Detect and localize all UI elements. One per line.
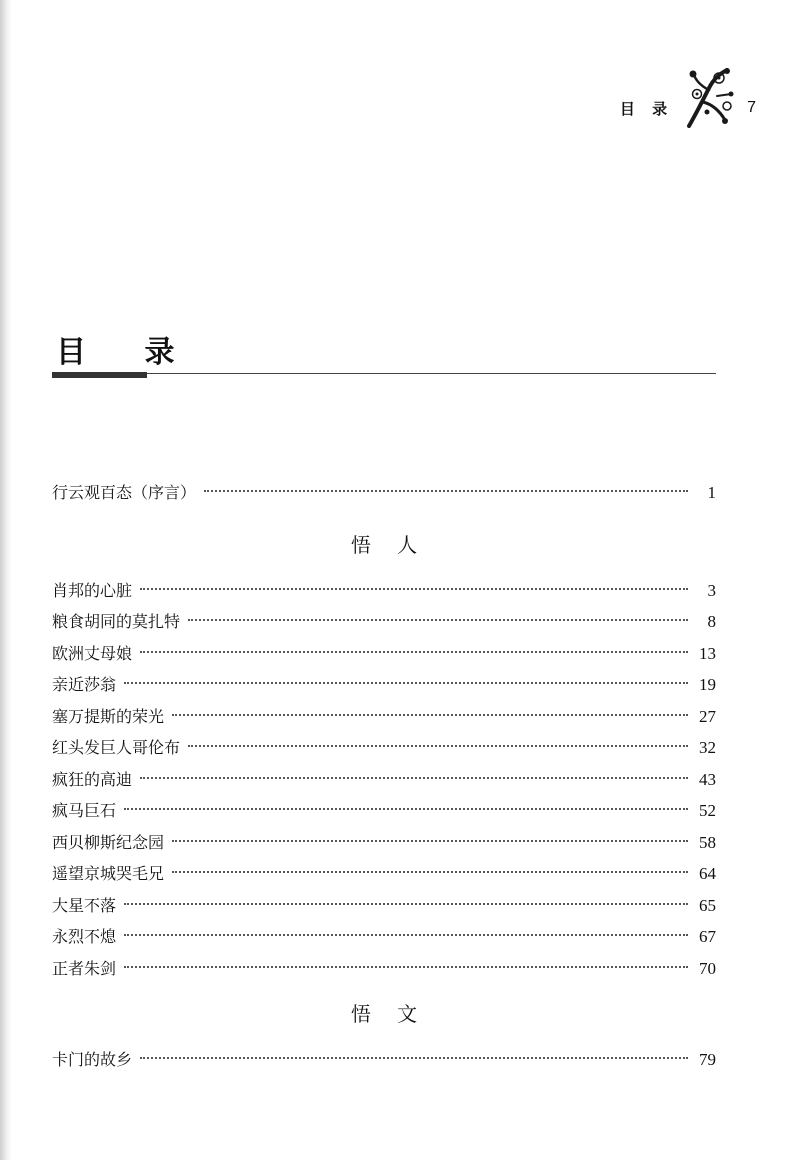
toc-entry-title: 红头发巨人哥伦布 (52, 738, 181, 757)
toc-entry[interactable] (52, 606, 716, 638)
toc-entry-title: 肖邦的心脏 (52, 580, 133, 600)
dot-leader (140, 1057, 688, 1059)
toc-entry-title: 行云观百态（序言） (52, 483, 197, 502)
dot-leader (124, 903, 688, 905)
title-rule (52, 373, 716, 374)
toc-entry-title: 粮食胡同的莫扎特 (52, 612, 181, 631)
toc-entry-title: 亲近莎翁 (52, 675, 117, 694)
toc-entry[interactable] (52, 701, 716, 733)
toc-entry-preface[interactable] (52, 477, 716, 509)
toc-entry-page: 19 (699, 675, 716, 694)
toc-entry-page: 1 (707, 483, 716, 502)
toc-entry[interactable] (52, 732, 716, 764)
toc-entry-title: 大星不落 (52, 895, 117, 915)
page-edge-shadow (0, 0, 12, 1160)
toc-entry-page: 3 (707, 580, 716, 600)
toc-entry[interactable] (52, 953, 716, 985)
toc-entry-title: 卡门的故乡 (52, 1050, 133, 1069)
plum-blossom-branch-icon (683, 66, 735, 128)
toc-entry[interactable] (52, 827, 716, 859)
dot-leader (124, 966, 688, 968)
dot-leader (188, 619, 688, 621)
section-heading-wu-ren: 悟 人 (350, 532, 428, 557)
running-header-title: 目 录 (619, 99, 674, 118)
toc-entry-page: 67 (699, 927, 716, 946)
dot-leader (172, 840, 688, 842)
toc-entry[interactable] (52, 638, 716, 670)
toc-entry[interactable] (52, 575, 716, 607)
running-header (620, 88, 756, 128)
toc-entry-title: 疯狂的高迪 (52, 769, 133, 789)
toc-entry[interactable] (52, 1044, 716, 1076)
toc-entry-page: 43 (699, 769, 716, 789)
toc-entry-title: 疯马巨石 (52, 801, 117, 820)
title-rule-accent (52, 372, 147, 378)
toc-entry-title: 西贝柳斯纪念园 (52, 832, 165, 852)
dot-leader (172, 714, 688, 716)
toc-entry[interactable] (52, 890, 716, 922)
dot-leader (140, 588, 688, 590)
toc-entry-title: 塞万提斯的荣光 (52, 706, 165, 726)
toc-entry[interactable] (52, 795, 716, 827)
toc-entry-page: 64 (699, 864, 716, 883)
toc-entry-page: 13 (699, 643, 716, 663)
dot-leader (140, 651, 688, 653)
toc-entry-page: 8 (707, 612, 716, 631)
dot-leader (140, 777, 688, 779)
toc-entry-title: 欧洲丈母娘 (52, 643, 133, 663)
dot-leader (188, 745, 688, 747)
toc-entry-title: 遥望京城哭毛兄 (52, 864, 165, 883)
toc-entry-page: 58 (699, 832, 716, 852)
toc-entry-page: 70 (699, 958, 716, 978)
toc-entry[interactable] (52, 858, 716, 890)
dot-leader (124, 808, 688, 810)
running-header-page-number: 7 (747, 99, 756, 116)
section-heading-wu-wen: 悟 文 (350, 1002, 428, 1026)
toc-entry-page: 65 (699, 895, 716, 915)
toc-entry[interactable] (52, 669, 716, 701)
page-title: 目 录 (56, 335, 199, 370)
dot-leader (124, 682, 688, 684)
table-of-contents (52, 477, 716, 1076)
toc-entry[interactable] (52, 921, 716, 953)
toc-entry-title: 正者朱剑 (52, 958, 117, 978)
toc-entry-page: 32 (699, 738, 716, 757)
dot-leader (204, 490, 688, 492)
toc-entry-page: 52 (699, 801, 716, 820)
toc-entry-page: 79 (699, 1050, 716, 1069)
dot-leader (124, 934, 688, 936)
dot-leader (172, 871, 688, 873)
toc-entry-page: 27 (699, 706, 716, 726)
toc-entry[interactable] (52, 764, 716, 796)
toc-entry-title: 永烈不熄 (52, 927, 117, 946)
